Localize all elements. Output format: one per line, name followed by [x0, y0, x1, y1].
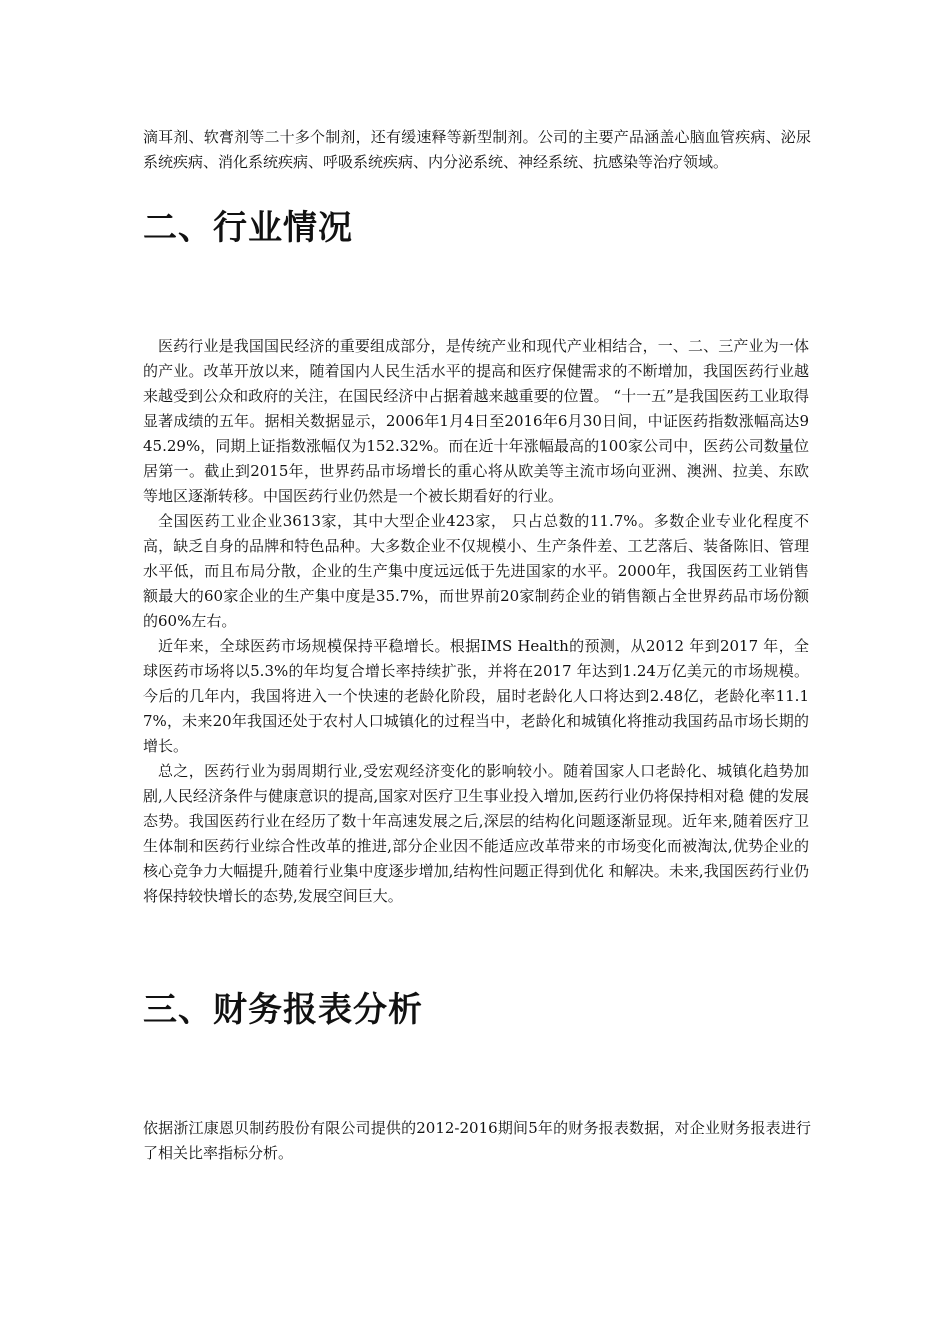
section-heading-industry: 二、行业情况	[143, 208, 353, 248]
financial-paragraph: 依据浙江康恩贝制药股份有限公司提供的2012-2016期间5年的财务报表数据，对企业财务报表进行了相关比率指标分析。	[143, 1119, 811, 1162]
section-heading-financial-analysis: 三、财务报表分析	[143, 990, 423, 1030]
industry-section-body	[143, 334, 809, 909]
financial-section-body	[143, 1116, 811, 1166]
industry-paragraph-4: 总之，医药行业为弱周期行业,受宏观经济变化的影响较小。随着国家人口老龄化、城镇化趋势加剧,人民经济条件与健康意识的提高,国家对医疗卫生事业投入增加,医药行业仍将保持相对稳 健的发展态势。我国医药行业在经历了数十年高速发展之后,深层的结构化问题逐渐显现。近年来,随着医疗卫生体制和医药行业综合性改革的推进,部分企业因不能适应改革带来的市场变化而被淘汰,优势企业的核心竞争力大幅提升,随着行业集中度逐步增加,结构性问题正得到优化 和解决。未来,我国医药行业仍将保持较快增长的态势,发展空间巨大。	[143, 762, 809, 905]
industry-paragraph-2: 全国医药工业企业3613家，其中大型企业423家， 只占总数的11.7%。多数企业专业化程度不高，缺乏自身的品牌和特色品种。大多数企业不仅规模小、生产条件差、工艺落后、装备陈旧、管理水平低，而且布局分散，企业的生产集中度远远低于先进国家的水平。2000年，我国医药工业销售额最大的60家企业的生产集中度是35.7%，而世界前20家制药企业的销售额占全世界药品市场份额的60%左右。	[143, 512, 809, 630]
intro-paragraph-block	[143, 125, 811, 175]
intro-paragraph: 滴耳剂、软膏剂等二十多个制剂，还有缓速释等新型制剂。公司的主要产品涵盖心脑血管疾病、泌尿系统疾病、消化系统疾病、呼吸系统疾病、内分泌系统、神经系统、抗感染等治疗领域。	[143, 128, 811, 171]
industry-paragraph-1: 医药行业是我国国民经济的重要组成部分，是传统产业和现代产业相结合，一、二、三产业为一体的产业。改革开放以来，随着国内人民生活水平的提高和医疗保健需求的不断增加，我国医药行业越来越受到公众和政府的关注，在国民经济中占据着越来越重要的位置。 “十一五”是我国医药工业取得显著成绩的五年。据相关数据显示，2006年1月4日至2016年6月30日间，中证医药指数涨幅高达945.29%，同期上证指数涨幅仅为152.32%。而在近十年涨幅最高的100家公司中，医药公司数量位居第一。截止到2015年，世界药品市场增长的重心将从欧美等主流市场向亚洲、澳洲、拉美、东欧等地区逐渐转移。中国医药行业仍然是一个被长期看好的行业。	[143, 337, 809, 505]
industry-paragraph-3: 近年来，全球医药市场规模保持平稳增长。根据IMS Health的预测，从2012 年到2017 年，全球医药市场将以5.3%的年均复合增长率持续扩张，并将在2017 年达到1.24万亿美元的市场规模。今后的几年内，我国将进入一个快速的老龄化阶段，届时老龄化人口将达到2.48亿，老龄化率11.17%，未来20年我国还处于农村人口城镇化的过程当中，老龄化和城镇化将推动我国药品市场长期的增长。	[143, 637, 809, 755]
